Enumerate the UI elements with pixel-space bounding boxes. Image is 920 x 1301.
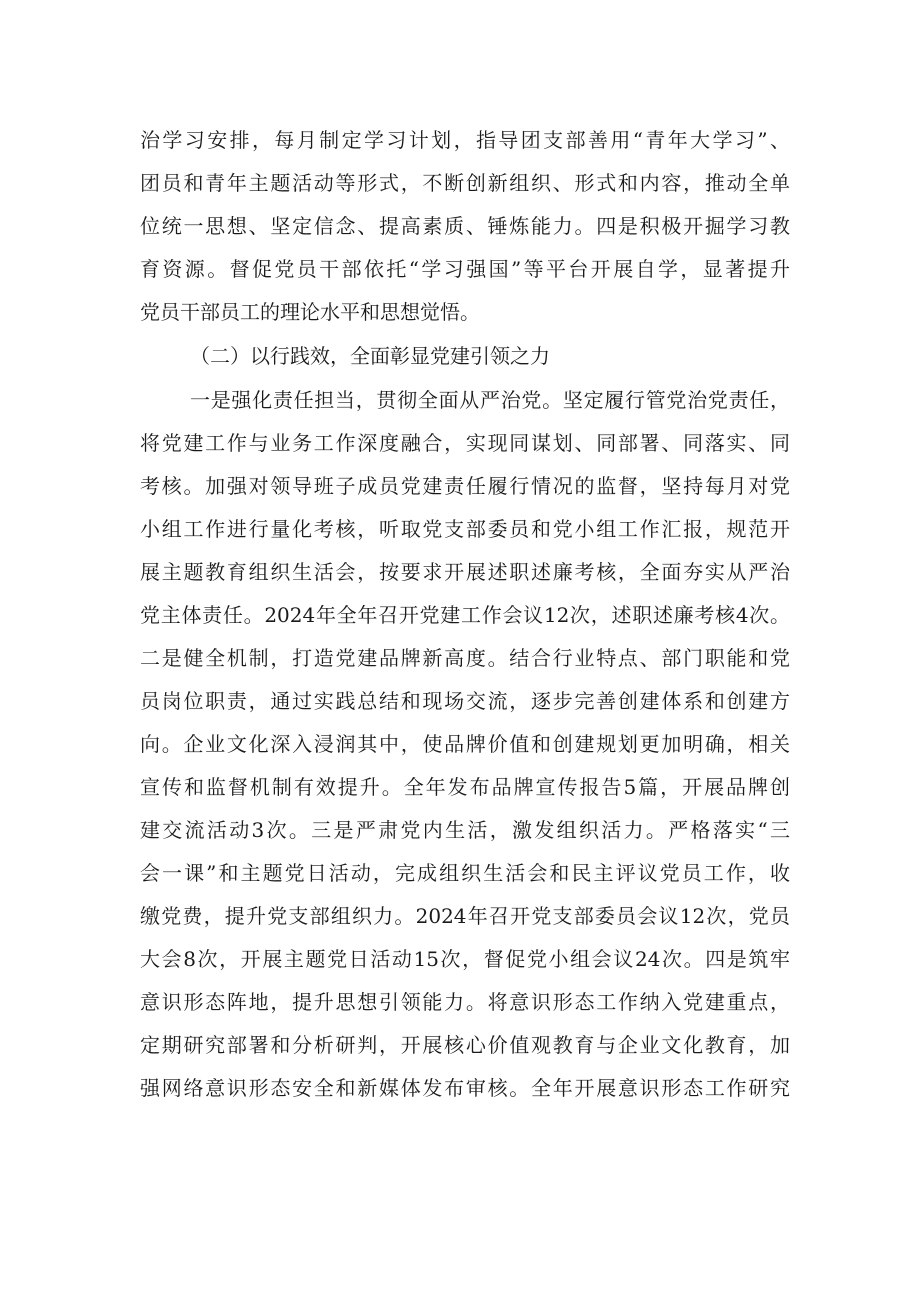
paragraph-line: 定期研究部署和分析研判，开展核心价值观教育与企业文化教育，加 [140, 1033, 790, 1057]
paragraph-line: 育资源。督促党员干部依托“学习强国”等平台开展自学，显著提升 [140, 257, 790, 281]
paragraph-line: 员岗位职责，通过实践总结和现场交流，逐步完善创建体系和创建方 [140, 689, 790, 713]
paragraph-line: 党主体责任。2024年全年召开党建工作会议12次，述职述廉考核4次。 [140, 603, 790, 627]
paragraph-line: 小组工作进行量化考核，听取党支部委员和党小组工作汇报，规范开 [140, 517, 790, 541]
paragraph-line: 展主题教育组织生活会，按要求开展述职述廉考核，全面夯实从严治 [140, 560, 790, 584]
paragraph-line: 考核。加强对领导班子成员党建责任履行情况的监督，坚持每月对党 [140, 474, 790, 498]
paragraph-line: 治学习安排，每月制定学习计划，指导团支部善用“青年大学习”、 [140, 128, 790, 152]
paragraph-line: 意识形态阵地，提升思想引领能力。将意识形态工作纳入党建重点， [140, 990, 790, 1014]
paragraph-line: 宣传和监督机制有效提升。全年发布品牌宣传报告5篇，开展品牌创 [140, 775, 790, 799]
paragraph-line: 建交流活动3次。三是严肃党内生活，激发组织活力。严格落实“三 [140, 818, 790, 842]
paragraph-line: 会一课”和主题党日活动，完成组织生活会和民主评议党员工作，收 [140, 861, 790, 885]
paragraph-line: 一是强化责任担当，贯彻全面从严治党。坚定履行管党治党责任， [190, 388, 790, 412]
paragraph-line: 二是健全机制，打造党建品牌新高度。结合行业特点、部门职能和党 [140, 646, 790, 670]
paragraph-line: 团员和青年主题活动等形式，不断创新组织、形式和内容，推动全单 [140, 171, 790, 195]
paragraph-line: 缴党费，提升党支部组织力。2024年召开党支部委员会议12次，党员 [140, 904, 790, 928]
paragraph-line: 将党建工作与业务工作深度融合，实现同谋划、同部署、同落实、同 [140, 431, 790, 455]
paragraph-line: 党员干部员工的理论水平和思想觉悟。 [140, 300, 480, 324]
paragraph-line: 大会8次，开展主题党日活动15次，督促党小组会议24次。四是筑牢 [140, 947, 790, 971]
paragraph-line: 向。企业文化深入浸润其中，使品牌价值和创建规划更加明确，相关 [140, 732, 790, 756]
paragraph-line: 强网络意识形态安全和新媒体发布审核。全年开展意识形态工作研究 [140, 1076, 790, 1100]
paragraph-line: 位统一思想、坚定信念、提高素质、锤炼能力。四是积极开掘学习教 [140, 214, 790, 238]
section-heading: （二）以行践效，全面彰显党建引领之力 [190, 344, 550, 368]
